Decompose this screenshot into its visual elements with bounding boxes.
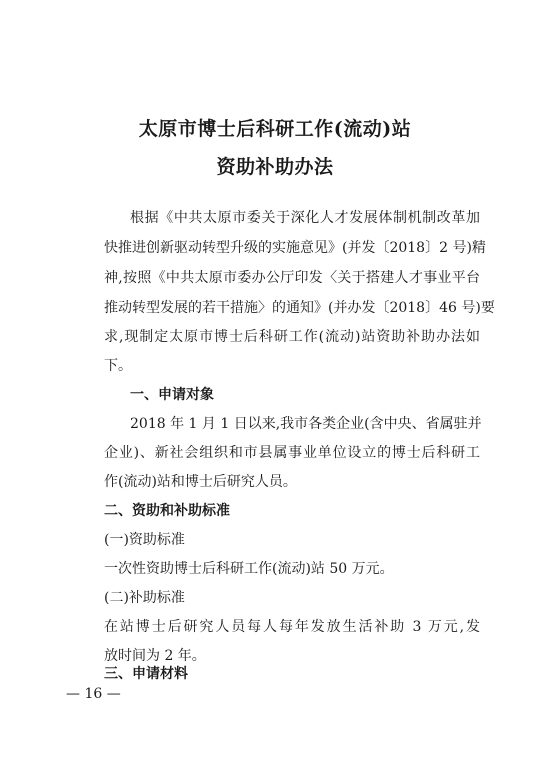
intro-line-3: 神,按照《中共太原市委办公厅印发〈关于搭建人才事业平台	[104, 270, 480, 286]
page-number: — 16 —	[66, 686, 121, 702]
intro-line-5: 求,现制定太原市博士后科研工作(流动)站资助补助办法如	[104, 329, 480, 345]
section1-line-3: 作(流动)站和博士后研究人员。	[104, 474, 297, 490]
section1-line-2: 企业)、新社会组织和市县属事业单位设立的博士后科研工	[104, 445, 480, 461]
intro-line-6: 下。	[104, 358, 132, 374]
intro-line-1: 根据《中共太原市委关于深化人才发展体制机制改革加	[130, 210, 480, 226]
document-title-line1: 太原市博士后科研工作(流动)站	[138, 118, 412, 140]
section2-sub2-line-1: 在站博士后研究人员每人每年发放生活补助 3 万元,发	[104, 619, 480, 635]
section2-heading: 二、资助和补助标准	[104, 503, 230, 519]
intro-line-2: 快推进创新驱动转型升级的实施意见》(并发〔2018〕2 号)精	[104, 240, 486, 256]
section2-sub1-heading: (一)资助标准	[104, 532, 185, 548]
section2-sub1-line: 一次性资助博士后科研工作(流动)站 50 万元。	[104, 561, 394, 577]
document-title-line2: 资助补助办法	[216, 156, 334, 178]
intro-line-4: 推动转型发展的若干措施〉的通知》(并办发〔2018〕46 号)要	[104, 300, 495, 316]
section2-sub2-heading: (二)补助标准	[104, 590, 185, 606]
section1-line-1: 2018 年 1 月 1 日以来,我市各类企业(含中央、省属驻并	[130, 416, 482, 432]
section1-heading: 一、申请对象	[130, 387, 214, 403]
section2-sub2-line-2: 放时间为 2 年。	[104, 648, 206, 664]
section3-heading: 三、申请材料	[104, 666, 188, 682]
